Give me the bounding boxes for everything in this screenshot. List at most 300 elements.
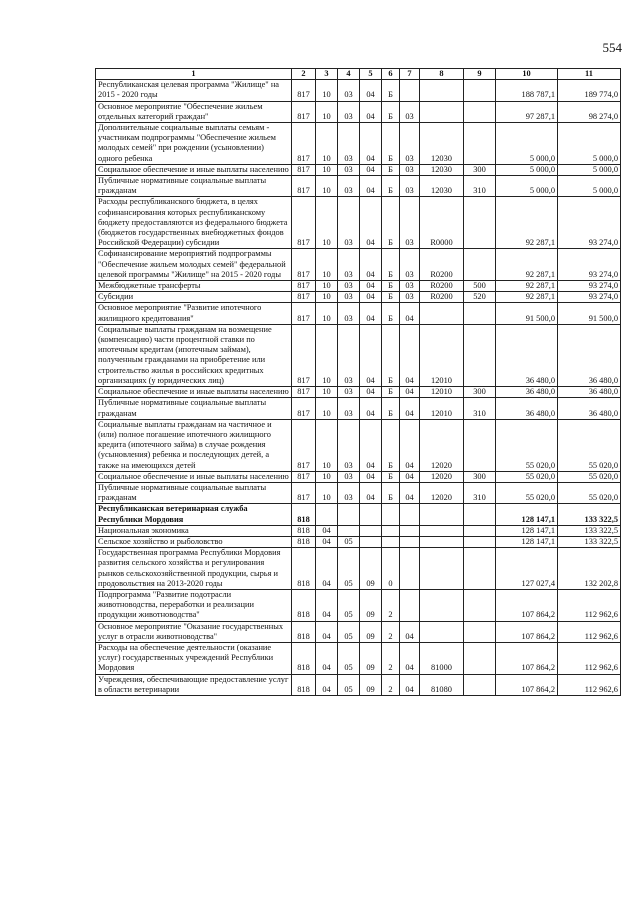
- expense-type-code: [464, 197, 496, 249]
- subsection-code: 03: [338, 123, 360, 165]
- program-code: 09: [360, 621, 382, 642]
- subprogram-code: Б: [382, 419, 400, 471]
- item-name: Дополнительные социальные выплаты семьям - участникам подпрограммы "Обеспечение жильем молодых семей" при рождении (усыновлении) одного ребенка: [96, 123, 292, 165]
- table-row: [96, 548, 621, 590]
- item-name: Республиканская целевая программа "Жилище" на 2015 - 2020 годы: [96, 80, 292, 101]
- measure-code: 04: [400, 387, 420, 398]
- subsection-code: 05: [338, 621, 360, 642]
- column-header: 8: [420, 69, 464, 80]
- target-article-code: [420, 589, 464, 621]
- ministry-code: 818: [292, 536, 316, 547]
- ministry-code: 817: [292, 80, 316, 101]
- table-row: [96, 482, 621, 503]
- measure-code: 04: [400, 471, 420, 482]
- expense-type-code: [464, 123, 496, 165]
- ministry-code: 818: [292, 504, 316, 525]
- amount-2019: 128 147,1: [496, 536, 558, 547]
- subsection-code: 03: [338, 303, 360, 324]
- section-code: 10: [316, 292, 338, 303]
- measure-code: 04: [400, 398, 420, 419]
- item-name: Основное мероприятие "Оказание государственных услуг в отрасли животноводства": [96, 621, 292, 642]
- item-name: Основное мероприятие "Развитие ипотечного жилищного кредитования": [96, 303, 292, 324]
- amount-2019: 92 287,1: [496, 281, 558, 292]
- expense-type-code: [464, 504, 496, 525]
- section-code: 10: [316, 101, 338, 122]
- subsection-code: 03: [338, 197, 360, 249]
- item-name: Республиканская ветеринарная служба Республики Мордовия: [96, 504, 292, 525]
- expense-type-code: 520: [464, 292, 496, 303]
- amount-2019: 97 287,1: [496, 101, 558, 122]
- target-article-code: [420, 525, 464, 536]
- subprogram-code: Б: [382, 123, 400, 165]
- ministry-code: 818: [292, 525, 316, 536]
- subprogram-code: 0: [382, 548, 400, 590]
- measure-code: 03: [400, 101, 420, 122]
- subprogram-code: Б: [382, 101, 400, 122]
- target-article-code: 12010: [420, 398, 464, 419]
- program-code: 04: [360, 164, 382, 175]
- section-code: 04: [316, 621, 338, 642]
- section-code: 04: [316, 548, 338, 590]
- program-code: 04: [360, 123, 382, 165]
- subprogram-code: Б: [382, 471, 400, 482]
- target-article-code: R0200: [420, 281, 464, 292]
- ministry-code: 817: [292, 324, 316, 386]
- expense-type-code: 300: [464, 387, 496, 398]
- amount-2020: 112 962,6: [558, 621, 621, 642]
- ministry-code: 817: [292, 164, 316, 175]
- target-article-code: 81000: [420, 642, 464, 674]
- column-header: 11: [558, 69, 621, 80]
- table-row: [96, 80, 621, 101]
- expense-type-code: [464, 80, 496, 101]
- target-article-code: [420, 621, 464, 642]
- expense-type-code: [464, 642, 496, 674]
- target-article-code: 81080: [420, 674, 464, 695]
- ministry-code: 818: [292, 589, 316, 621]
- subsection-code: 03: [338, 398, 360, 419]
- target-article-code: 12010: [420, 324, 464, 386]
- section-code: 10: [316, 482, 338, 503]
- budget-table: [95, 68, 621, 696]
- target-article-code: 12010: [420, 387, 464, 398]
- expense-type-code: 300: [464, 164, 496, 175]
- measure-code: [400, 525, 420, 536]
- subprogram-code: 2: [382, 674, 400, 695]
- measure-code: [400, 536, 420, 547]
- table-row: [96, 525, 621, 536]
- table-row: [96, 176, 621, 197]
- program-code: 09: [360, 642, 382, 674]
- amount-2019: 92 287,1: [496, 197, 558, 249]
- target-article-code: R0000: [420, 197, 464, 249]
- ministry-code: 817: [292, 281, 316, 292]
- item-name: Социальное обеспечение и иные выплаты населению: [96, 164, 292, 175]
- ministry-code: 818: [292, 642, 316, 674]
- amount-2019: 36 480,0: [496, 398, 558, 419]
- measure-code: [400, 504, 420, 525]
- subprogram-code: Б: [382, 197, 400, 249]
- target-article-code: [420, 303, 464, 324]
- subsection-code: 03: [338, 482, 360, 503]
- item-name: Субсидии: [96, 292, 292, 303]
- target-article-code: R0200: [420, 249, 464, 281]
- ministry-code: 817: [292, 419, 316, 471]
- ministry-code: 817: [292, 471, 316, 482]
- item-name: Сельское хозяйство и рыболовство: [96, 536, 292, 547]
- section-code: 10: [316, 249, 338, 281]
- subsection-code: 05: [338, 589, 360, 621]
- item-name: Основное мероприятие "Обеспечение жильем отдельных категорий граждан": [96, 101, 292, 122]
- subprogram-code: Б: [382, 387, 400, 398]
- table-header-row: [96, 69, 621, 80]
- item-name: Публичные нормативные социальные выплаты гражданам: [96, 398, 292, 419]
- column-header: 3: [316, 69, 338, 80]
- program-code: 04: [360, 176, 382, 197]
- ministry-code: 817: [292, 398, 316, 419]
- program-code: [360, 525, 382, 536]
- measure-code: 03: [400, 197, 420, 249]
- amount-2020: 93 274,0: [558, 281, 621, 292]
- target-article-code: 12030: [420, 123, 464, 165]
- subsection-code: 05: [338, 642, 360, 674]
- program-code: 04: [360, 197, 382, 249]
- program-code: 09: [360, 548, 382, 590]
- expense-type-code: [464, 303, 496, 324]
- expense-type-code: [464, 536, 496, 547]
- item-name: Софинансирование мероприятий подпрограммы "Обеспечение жильем молодых семей" федеральной целевой программы "Жилище" на 2015 - 2020 годы: [96, 249, 292, 281]
- program-code: 04: [360, 398, 382, 419]
- ministry-code: 817: [292, 197, 316, 249]
- section-code: 10: [316, 387, 338, 398]
- amount-2019: 36 480,0: [496, 387, 558, 398]
- amount-2019: 5 000,0: [496, 164, 558, 175]
- target-article-code: [420, 536, 464, 547]
- program-code: 04: [360, 303, 382, 324]
- section-code: 10: [316, 471, 338, 482]
- table-row: [96, 589, 621, 621]
- program-code: 09: [360, 674, 382, 695]
- subprogram-code: 2: [382, 589, 400, 621]
- item-name: Подпрограмма "Развитие подотрасли животноводства, переработки и реализации продукции животноводства": [96, 589, 292, 621]
- subsection-code: 05: [338, 548, 360, 590]
- measure-code: 03: [400, 164, 420, 175]
- measure-code: 03: [400, 249, 420, 281]
- subsection-code: 03: [338, 419, 360, 471]
- amount-2019: 55 020,0: [496, 419, 558, 471]
- amount-2019: 92 287,1: [496, 292, 558, 303]
- subprogram-code: Б: [382, 398, 400, 419]
- expense-type-code: [464, 249, 496, 281]
- program-code: 04: [360, 324, 382, 386]
- amount-2020: 93 274,0: [558, 292, 621, 303]
- table-row: [96, 249, 621, 281]
- amount-2020: 55 020,0: [558, 419, 621, 471]
- section-code: 04: [316, 536, 338, 547]
- target-article-code: 12030: [420, 176, 464, 197]
- table-row: [96, 292, 621, 303]
- table-row: [96, 123, 621, 165]
- subsection-code: 05: [338, 536, 360, 547]
- column-header: 2: [292, 69, 316, 80]
- column-header: 10: [496, 69, 558, 80]
- subprogram-code: Б: [382, 80, 400, 101]
- amount-2019: 128 147,1: [496, 504, 558, 525]
- ministry-code: 817: [292, 176, 316, 197]
- target-article-code: [420, 101, 464, 122]
- item-name: Учреждения, обеспечивающие предоставление услуг в области ветеринарии: [96, 674, 292, 695]
- amount-2020: 133 322,5: [558, 504, 621, 525]
- item-name: Расходы на обеспечение деятельности (оказание услуг) государственных учреждений Республики Мордовия: [96, 642, 292, 674]
- ministry-code: 817: [292, 303, 316, 324]
- table-row: [96, 536, 621, 547]
- table-body: [96, 80, 621, 696]
- amount-2019: 107 864,2: [496, 642, 558, 674]
- amount-2020: 5 000,0: [558, 176, 621, 197]
- section-code: 04: [316, 589, 338, 621]
- item-name: Социальное обеспечение и иные выплаты населению: [96, 387, 292, 398]
- subprogram-code: Б: [382, 482, 400, 503]
- amount-2019: 36 480,0: [496, 324, 558, 386]
- ministry-code: 817: [292, 387, 316, 398]
- subprogram-code: Б: [382, 164, 400, 175]
- amount-2020: 55 020,0: [558, 482, 621, 503]
- program-code: 04: [360, 471, 382, 482]
- subprogram-code: Б: [382, 249, 400, 281]
- column-header: 9: [464, 69, 496, 80]
- program-code: 04: [360, 387, 382, 398]
- amount-2019: 188 787,1: [496, 80, 558, 101]
- amount-2020: 36 480,0: [558, 387, 621, 398]
- expense-type-code: 300: [464, 471, 496, 482]
- section-code: 10: [316, 164, 338, 175]
- program-code: 04: [360, 101, 382, 122]
- target-article-code: 12020: [420, 482, 464, 503]
- expense-type-code: [464, 674, 496, 695]
- measure-code: [400, 80, 420, 101]
- expense-type-code: 310: [464, 176, 496, 197]
- subprogram-code: 2: [382, 642, 400, 674]
- section-code: 04: [316, 642, 338, 674]
- ministry-code: 817: [292, 101, 316, 122]
- section-code: 10: [316, 123, 338, 165]
- section-code: 10: [316, 419, 338, 471]
- section-code: 04: [316, 674, 338, 695]
- subsection-code: 05: [338, 674, 360, 695]
- measure-code: 04: [400, 642, 420, 674]
- table-row: [96, 164, 621, 175]
- table-row: [96, 504, 621, 525]
- amount-2019: 55 020,0: [496, 471, 558, 482]
- program-code: 04: [360, 482, 382, 503]
- ministry-code: 818: [292, 621, 316, 642]
- subsection-code: 03: [338, 281, 360, 292]
- table-row: [96, 642, 621, 674]
- page-number: 554: [602, 40, 622, 55]
- table-row: [96, 621, 621, 642]
- subprogram-code: Б: [382, 176, 400, 197]
- ministry-code: 817: [292, 292, 316, 303]
- section-code: 10: [316, 176, 338, 197]
- program-code: 04: [360, 249, 382, 281]
- subsection-code: 03: [338, 471, 360, 482]
- program-code: 04: [360, 292, 382, 303]
- expense-type-code: [464, 548, 496, 590]
- ministry-code: 818: [292, 548, 316, 590]
- measure-code: 03: [400, 123, 420, 165]
- item-name: Публичные нормативные социальные выплаты гражданам: [96, 482, 292, 503]
- table-row: [96, 387, 621, 398]
- amount-2019: 92 287,1: [496, 249, 558, 281]
- column-header: 5: [360, 69, 382, 80]
- expense-type-code: 310: [464, 398, 496, 419]
- table-row: [96, 471, 621, 482]
- subprogram-code: Б: [382, 292, 400, 303]
- amount-2019: 107 864,2: [496, 621, 558, 642]
- section-code: 04: [316, 525, 338, 536]
- expense-type-code: [464, 324, 496, 386]
- measure-code: 04: [400, 621, 420, 642]
- expense-type-code: 500: [464, 281, 496, 292]
- measure-code: [400, 548, 420, 590]
- target-article-code: [420, 504, 464, 525]
- section-code: 10: [316, 303, 338, 324]
- subsection-code: 03: [338, 176, 360, 197]
- amount-2019: 107 864,2: [496, 674, 558, 695]
- table-row: [96, 303, 621, 324]
- amount-2019: 128 147,1: [496, 525, 558, 536]
- item-name: Социальные выплаты гражданам на возмещение (компенсацию) части процентной ставки по ипотечным кредитам (ипотечным займам), полученным гражданами на приобретение или строительство жилья в российских кредитных организациях (у юридических лиц): [96, 324, 292, 386]
- item-name: Социальное обеспечение и иные выплаты населению: [96, 471, 292, 482]
- item-name: Публичные нормативные социальные выплаты гражданам: [96, 176, 292, 197]
- program-code: 04: [360, 281, 382, 292]
- amount-2019: 127 027,4: [496, 548, 558, 590]
- program-code: [360, 536, 382, 547]
- table-row: [96, 324, 621, 386]
- target-article-code: R0200: [420, 292, 464, 303]
- subsection-code: 03: [338, 292, 360, 303]
- amount-2020: 112 962,6: [558, 674, 621, 695]
- amount-2020: 5 000,0: [558, 123, 621, 165]
- table-row: [96, 398, 621, 419]
- program-code: [360, 504, 382, 525]
- expense-type-code: [464, 101, 496, 122]
- expense-type-code: 310: [464, 482, 496, 503]
- section-code: [316, 504, 338, 525]
- subprogram-code: Б: [382, 324, 400, 386]
- section-code: 10: [316, 398, 338, 419]
- amount-2020: 91 500,0: [558, 303, 621, 324]
- target-article-code: [420, 548, 464, 590]
- amount-2019: 107 864,2: [496, 589, 558, 621]
- table-row: [96, 419, 621, 471]
- target-article-code: [420, 80, 464, 101]
- item-name: Государственная программа Республики Мордовия развития сельского хозяйства и регулирования рынков сельскохозяйственной продукции, сырья и продовольствия на 2013-2020 годы: [96, 548, 292, 590]
- amount-2020: 112 962,6: [558, 589, 621, 621]
- subprogram-code: 2: [382, 621, 400, 642]
- section-code: 10: [316, 324, 338, 386]
- subprogram-code: Б: [382, 303, 400, 324]
- expense-type-code: [464, 419, 496, 471]
- measure-code: 04: [400, 419, 420, 471]
- program-code: 04: [360, 419, 382, 471]
- ministry-code: 817: [292, 123, 316, 165]
- amount-2020: 98 274,0: [558, 101, 621, 122]
- amount-2020: 36 480,0: [558, 398, 621, 419]
- subsection-code: 03: [338, 80, 360, 101]
- item-name: Межбюджетные трансферты: [96, 281, 292, 292]
- amount-2020: 132 202,8: [558, 548, 621, 590]
- amount-2020: 133 322,5: [558, 536, 621, 547]
- subsection-code: [338, 525, 360, 536]
- table-row: [96, 101, 621, 122]
- subsection-code: 03: [338, 324, 360, 386]
- amount-2019: 91 500,0: [496, 303, 558, 324]
- measure-code: 03: [400, 176, 420, 197]
- target-article-code: 12030: [420, 164, 464, 175]
- amount-2020: 133 322,5: [558, 525, 621, 536]
- item-name: Национальная экономика: [96, 525, 292, 536]
- section-code: 10: [316, 281, 338, 292]
- subprogram-code: [382, 536, 400, 547]
- ministry-code: 817: [292, 482, 316, 503]
- subprogram-code: [382, 504, 400, 525]
- ministry-code: 817: [292, 249, 316, 281]
- item-name: Расходы республиканского бюджета, в целях софинансирования которых республиканскому бюджету предоставляются из федерального бюджета (бюджетов государственных внебюджетных фондов Российской Федерации) субсидии: [96, 197, 292, 249]
- measure-code: [400, 589, 420, 621]
- amount-2019: 55 020,0: [496, 482, 558, 503]
- expense-type-code: [464, 589, 496, 621]
- expense-type-code: [464, 525, 496, 536]
- column-header: 1: [96, 69, 292, 80]
- subprogram-code: [382, 525, 400, 536]
- amount-2020: 112 962,6: [558, 642, 621, 674]
- amount-2019: 5 000,0: [496, 123, 558, 165]
- subsection-code: [338, 504, 360, 525]
- section-code: 10: [316, 80, 338, 101]
- column-header: 4: [338, 69, 360, 80]
- amount-2020: 93 274,0: [558, 249, 621, 281]
- expense-type-code: [464, 621, 496, 642]
- measure-code: 04: [400, 324, 420, 386]
- ministry-code: 818: [292, 674, 316, 695]
- section-code: 10: [316, 197, 338, 249]
- subsection-code: 03: [338, 387, 360, 398]
- table-row: [96, 674, 621, 695]
- subsection-code: 03: [338, 249, 360, 281]
- measure-code: 04: [400, 482, 420, 503]
- target-article-code: 12020: [420, 419, 464, 471]
- amount-2020: 93 274,0: [558, 197, 621, 249]
- column-header: 7: [400, 69, 420, 80]
- measure-code: 04: [400, 303, 420, 324]
- amount-2020: 36 480,0: [558, 324, 621, 386]
- table-row: [96, 281, 621, 292]
- measure-code: 04: [400, 674, 420, 695]
- measure-code: 03: [400, 292, 420, 303]
- item-name: Социальные выплаты гражданам на частичное и (или) полное погашение ипотечного жилищного кредита (ипотечного займа) в случае рождения (усыновления) ребенка и последующих детей, а также на имеющихся детей: [96, 419, 292, 471]
- column-header: 6: [382, 69, 400, 80]
- program-code: 04: [360, 80, 382, 101]
- table-row: [96, 197, 621, 249]
- target-article-code: 12020: [420, 471, 464, 482]
- amount-2020: 5 000,0: [558, 164, 621, 175]
- measure-code: 03: [400, 281, 420, 292]
- amount-2020: 55 020,0: [558, 471, 621, 482]
- subsection-code: 03: [338, 164, 360, 175]
- program-code: 09: [360, 589, 382, 621]
- amount-2019: 5 000,0: [496, 176, 558, 197]
